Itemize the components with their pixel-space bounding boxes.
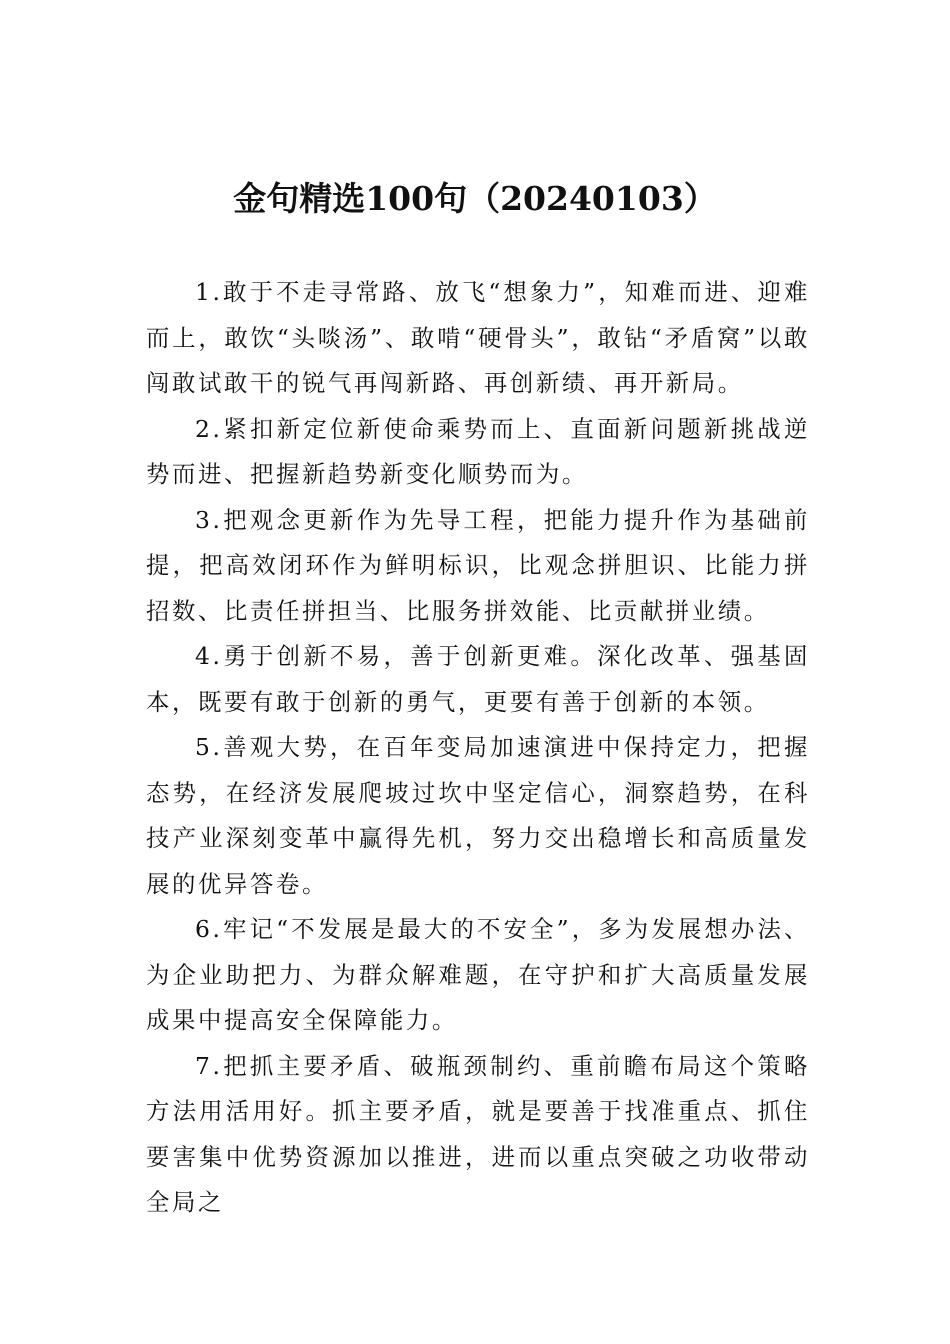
paragraph-5: 5.善观大势，在百年变局加速演进中保持定力，把握态势，在经济发展爬坡过坎中坚定信心，洞察趋势，在科技产业深刻变革中赢得先机，努力交出稳增长和高质量发展的优异答卷。 — [146, 733, 810, 898]
paragraph-1: 1.敢于不走寻常路、放飞“想象力”，知难而进、迎难而上，敢饮“头啖汤”、敢啃“硬骨头”，敢钻“矛盾窝”以敢闯敢试敢干的锐气再闯新路、再创新绩、再开新局。 — [146, 278, 810, 397]
paragraph-3: 3.把观念更新作为先导工程，把能力提升作为基础前提，把高效闭环作为鲜明标识，比观念拼胆识、比能力拼招数、比责任拼担当、比服务拼效能、比贡献拼业绩。 — [146, 505, 810, 625]
document-title: 金句精选100句（20240103） — [233, 179, 717, 218]
paragraph-4: 4.勇于创新不易，善于创新更难。深化改革、强基固本，既要有敢于创新的勇气，更要有善于创新的本领。 — [146, 642, 810, 716]
paragraph-6: 6.牢记“不发展是最大的不安全”，多为发展想办法、为企业助把力、为群众解难题，在守护和扩大高质量发展成果中提高安全保障能力。 — [146, 915, 810, 1034]
paragraph-7: 7.把抓主要矛盾、破瓶颈制约、重前瞻布局这个策略方法用活用好。抓主要矛盾，就是要善于找准重点、抓住要害集中优势资源加以推进，进而以重点突破之功收带动全局之 — [146, 1051, 810, 1216]
document-body — [146, 270, 810, 1226]
paragraph-2: 2.紧扣新定位新使命乘势而上、直面新问题新挑战逆势而进、把握新趋势新变化顺势而为。 — [146, 414, 810, 488]
